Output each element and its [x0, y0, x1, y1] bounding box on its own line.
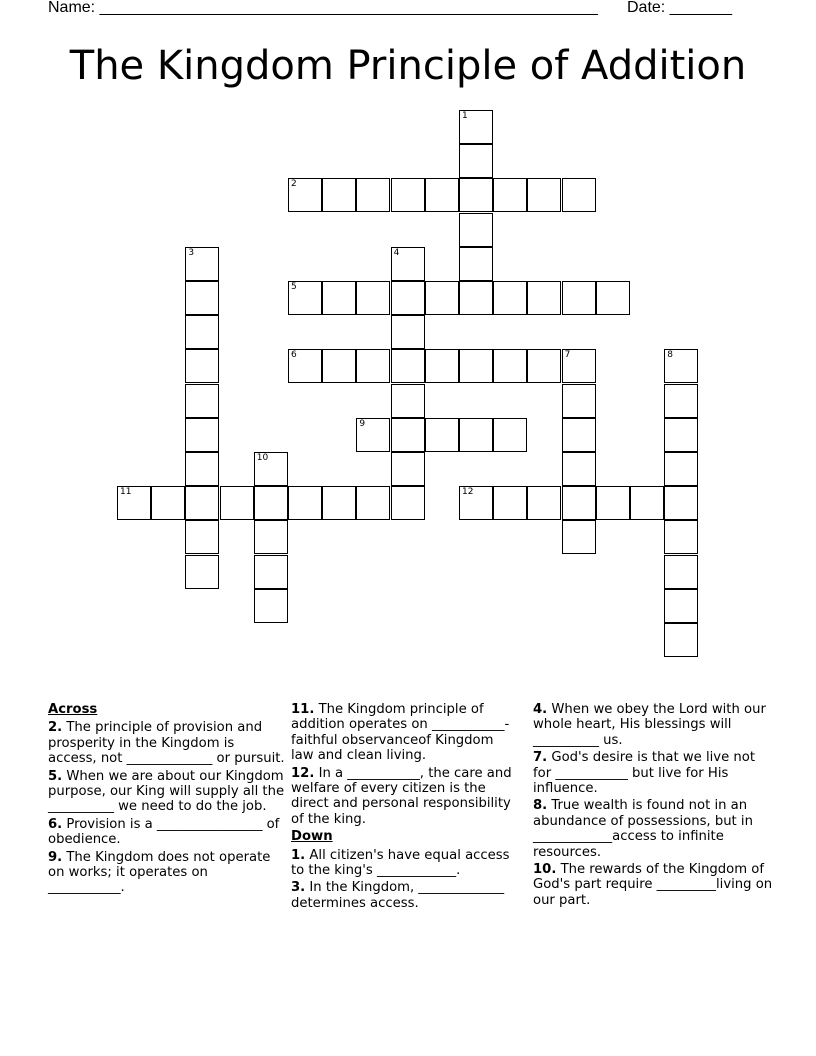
grid-cell[interactable] — [356, 486, 390, 520]
grid-cell[interactable] — [185, 486, 219, 520]
grid-cell[interactable] — [493, 281, 527, 315]
grid-cell[interactable] — [288, 178, 322, 212]
grid-cell[interactable] — [288, 281, 322, 315]
grid-cell[interactable] — [664, 418, 698, 452]
grid-cell[interactable] — [425, 281, 459, 315]
grid-cell[interactable] — [596, 486, 630, 520]
across-heading: Across — [48, 702, 98, 717]
grid-cell[interactable] — [322, 281, 356, 315]
grid-cell[interactable] — [288, 349, 322, 383]
grid-cell[interactable] — [356, 178, 390, 212]
grid-cell[interactable] — [151, 486, 185, 520]
grid-cell[interactable] — [562, 418, 596, 452]
clue-across-11: 11. The Kingdom principle of addition operates on ___________-faithful observanceof Kingdom law and clean living. — [291, 702, 510, 764]
grid-cell[interactable] — [185, 315, 219, 349]
clue-down-1: 1. All citizen's have equal access to the king's ____________. — [291, 847, 510, 879]
clue-across-2: 2. The principle of provision and prosperity in the Kingdom is access, not _____________ or pursuit. — [48, 720, 285, 767]
grid-cell[interactable] — [356, 281, 390, 315]
grid-cell[interactable] — [288, 486, 322, 520]
grid-cell[interactable] — [664, 555, 698, 589]
clue-number: 4 — [393, 247, 400, 258]
grid-cell[interactable] — [391, 247, 425, 281]
grid-cell[interactable] — [254, 486, 288, 520]
clue-across-12: 12. In a ___________, the care and welfare of every citizen is the direct and personal responsibility of the king. — [291, 765, 512, 827]
grid-cell[interactable] — [185, 349, 219, 383]
clue-number: 7 — [564, 350, 571, 361]
clue-number: 2 — [291, 179, 297, 190]
grid-cell[interactable] — [185, 418, 219, 452]
clue-down-4: 4. When we obey the Lord with our whole heart, His blessings will __________ us. — [533, 702, 766, 748]
grid-cell[interactable] — [562, 384, 596, 418]
grid-cell[interactable] — [391, 178, 425, 212]
grid-cell[interactable] — [185, 520, 219, 554]
grid-cell[interactable] — [493, 486, 527, 520]
grid-cell[interactable] — [527, 178, 561, 212]
clue-number: 11 — [120, 487, 132, 498]
grid-cell[interactable] — [527, 486, 561, 520]
date-field-label: Date: _______ — [627, 0, 732, 16]
clue-down-3: 3. In the Kingdom, _____________ determines access. — [291, 880, 505, 911]
clue-down-7: 7. God's desire is that we live not for ___________ but live for His influence. — [533, 750, 756, 797]
grid-cell[interactable] — [664, 384, 698, 418]
grid-cell[interactable] — [391, 452, 425, 486]
clues-column-1 — [48, 702, 286, 898]
clue-down-8: 8. True wealth is found not in an abundance of possessions, but in ____________access to infinite resources. — [533, 798, 753, 860]
grid-cell[interactable] — [562, 520, 596, 554]
clue-down-10: 10. The rewards of the Kingdom of God's part require _________living on our part. — [533, 862, 773, 908]
grid-cell[interactable] — [664, 349, 698, 383]
grid-cell[interactable] — [185, 452, 219, 486]
grid-cell[interactable] — [254, 555, 288, 589]
grid-cell[interactable] — [185, 247, 219, 281]
grid-cell[interactable] — [425, 418, 459, 452]
grid-cell[interactable] — [459, 281, 493, 315]
grid-cell[interactable] — [664, 520, 698, 554]
grid-cell[interactable] — [527, 349, 561, 383]
grid-cell[interactable] — [425, 178, 459, 212]
grid-cell[interactable] — [391, 315, 425, 349]
clue-across-6: 6. Provision is a ________________ of obedience. — [48, 816, 280, 848]
grid-cell[interactable] — [664, 623, 698, 657]
grid-cell[interactable] — [596, 281, 630, 315]
grid-cell[interactable] — [322, 486, 356, 520]
grid-cell[interactable] — [493, 349, 527, 383]
grid-cell[interactable] — [562, 452, 596, 486]
grid-cell[interactable] — [117, 486, 151, 520]
clue-number: 12 — [462, 487, 474, 498]
grid-cell[interactable] — [664, 486, 698, 520]
grid-cell[interactable] — [664, 452, 698, 486]
clues-column-3 — [533, 702, 773, 910]
grid-cell[interactable] — [254, 520, 288, 554]
grid-cell[interactable] — [527, 281, 561, 315]
grid-cell[interactable] — [356, 349, 390, 383]
grid-cell[interactable] — [459, 110, 493, 144]
grid-cell[interactable] — [562, 349, 596, 383]
grid-cell[interactable] — [322, 349, 356, 383]
grid-cell[interactable] — [493, 418, 527, 452]
clue-across-9: 9. The Kingdom does not operate on works; it operates on ___________. — [48, 849, 271, 896]
clue-number: 3 — [188, 247, 195, 258]
grid-cell[interactable] — [356, 418, 390, 452]
grid-cell[interactable] — [562, 486, 596, 520]
grid-cell[interactable] — [185, 384, 219, 418]
clue-number: 9 — [359, 418, 366, 429]
clue-number: 5 — [291, 282, 297, 292]
grid-cell[interactable] — [459, 418, 493, 452]
clue-across-5: 5. When we are about our Kingdom purpose, our King will supply all the __________ we need to do the job. — [48, 768, 285, 815]
grid-cell[interactable] — [322, 178, 356, 212]
grid-cell[interactable] — [562, 178, 596, 212]
grid-cell[interactable] — [391, 384, 425, 418]
grid-cell[interactable] — [459, 213, 493, 247]
clue-number: 1 — [462, 111, 468, 121]
name-field-label: Name: ________________________________________________________ — [48, 0, 598, 16]
down-heading: Down — [291, 829, 333, 845]
clue-number: 10 — [256, 453, 269, 463]
grid-cell[interactable] — [459, 486, 493, 520]
clue-number: 8 — [667, 350, 673, 361]
grid-cell[interactable] — [459, 349, 493, 383]
clues-column-2 — [291, 702, 519, 913]
grid-cell[interactable] — [254, 452, 288, 486]
page-title: The Kingdom Principle of Addition — [69, 43, 747, 89]
grid-cell[interactable] — [493, 178, 527, 212]
grid-cell[interactable] — [391, 486, 425, 520]
grid-cell[interactable] — [630, 486, 664, 520]
grid-cell[interactable] — [391, 418, 425, 452]
grid-cell[interactable] — [459, 144, 493, 178]
grid-cell[interactable] — [254, 589, 288, 623]
grid-cell[interactable] — [562, 281, 596, 315]
grid-cell[interactable] — [185, 281, 219, 315]
grid-cell[interactable] — [391, 349, 425, 383]
grid-cell[interactable] — [459, 247, 493, 281]
grid-cell[interactable] — [664, 589, 698, 623]
grid-cell[interactable] — [185, 555, 219, 589]
clue-number: 6 — [291, 350, 297, 361]
grid-cell[interactable] — [459, 178, 493, 212]
grid-cell[interactable] — [220, 486, 254, 520]
grid-cell[interactable] — [425, 349, 459, 383]
grid-cell[interactable] — [391, 281, 425, 315]
